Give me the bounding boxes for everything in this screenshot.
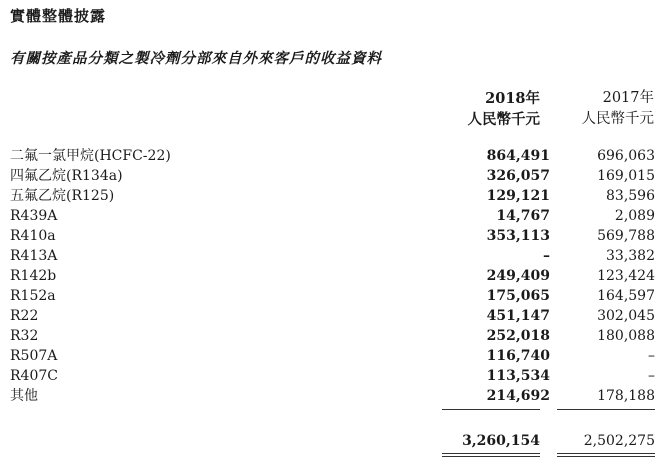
row-label: R32 [10,328,39,344]
value-2017: 302,045 [597,308,655,324]
row-label: R439A [10,208,58,224]
value-2017: 696,063 [597,148,655,164]
row-label: R142b [10,268,57,284]
row-label: 二氟一氯甲烷(HCFC-22) [10,148,171,164]
value-2017: – [648,348,655,364]
value-2018: 249,409 [486,268,550,284]
row-label: R152a [10,288,56,304]
row-label: 五氟乙烷(R125) [10,188,115,204]
value-2018: 326,057 [486,168,550,184]
table-row [10,146,655,166]
value-2018: 451,147 [486,308,550,324]
row-label: 其他 [10,388,38,404]
value-2017: 123,424 [597,268,655,284]
value-2017: 169,015 [597,168,655,184]
subtotal-rule-2017 [557,409,655,410]
value-2017: 180,088 [597,328,655,344]
section-title: 實體整體披露 [10,7,107,25]
column-unit-2018: 人民幣千元 [467,111,540,128]
table-row [10,386,655,406]
table-row [10,226,655,246]
value-2018: 116,740 [486,348,550,364]
value-2017: 2,089 [614,208,655,224]
total-2017: 2,502,275 [583,433,655,449]
table-row [10,186,655,206]
column-year-2017: 2017年 [602,90,654,106]
value-2018: 353,113 [486,228,550,244]
value-2018: 214,692 [486,388,550,404]
row-label: R507A [10,348,58,364]
subtotal-rule-2018 [442,409,540,410]
value-2018: 252,018 [486,328,550,344]
total-double-rule-2018 [442,453,540,457]
value-2017: 33,382 [606,248,655,264]
table-row [10,206,655,226]
value-2017: 178,188 [597,388,655,404]
row-label: R407C [10,368,58,384]
column-unit-2017: 人民幣千元 [581,111,654,127]
table-row [10,306,655,326]
total-double-rule-2017 [557,453,655,457]
value-2018: – [543,248,550,264]
row-label: R22 [10,308,39,324]
value-2017: 569,788 [597,228,655,244]
value-2017: 83,596 [606,188,655,204]
column-header-2017 [582,88,655,130]
value-2018: 113,534 [486,368,550,384]
total-2018: 3,260,154 [462,433,540,449]
value-2018: 864,491 [486,148,550,164]
table-row [10,166,655,186]
column-year-2018: 2018年 [485,90,540,107]
revenue-table [10,146,655,406]
table-row [10,286,655,306]
table-row [10,326,655,346]
table-row [10,346,655,366]
value-2018: 175,065 [486,288,550,304]
value-2018: 14,767 [496,208,550,224]
value-2018: 129,121 [486,188,550,204]
table-subtitle: 有關按產品分類之製冷劑分部來自外來客戶的收益資料 [10,50,382,67]
column-header-2018 [468,88,541,130]
table-row [10,246,655,266]
table-row [10,266,655,286]
row-label: R413A [10,248,58,264]
value-2017: 164,597 [597,288,655,304]
row-label: R410a [10,228,56,244]
row-label: 四氟乙烷(R134a) [10,168,123,184]
value-2017: – [648,368,655,384]
table-row [10,366,655,386]
